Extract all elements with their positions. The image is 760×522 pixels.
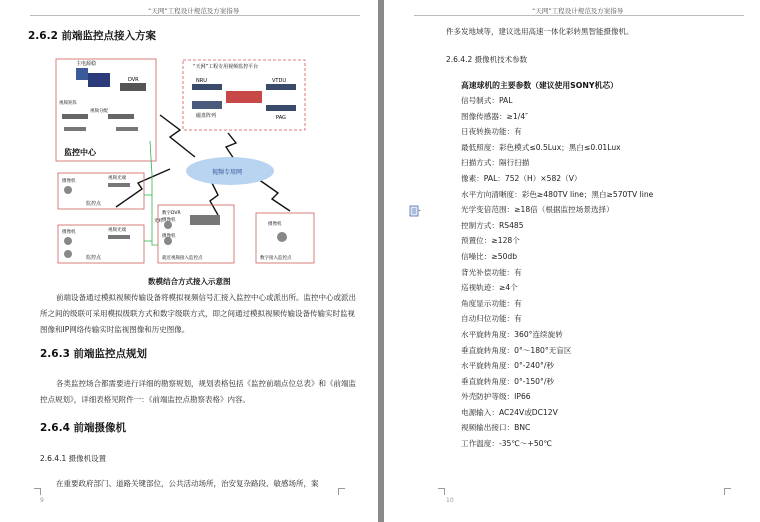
cloud-label: 视频专用网 <box>212 169 243 176</box>
near-access-label: 就近视频接入监控点 <box>162 256 203 261</box>
spec-item: 垂直旋转角度：0°-150°/秒 <box>461 376 554 386</box>
camera-label: 摄像机 <box>268 222 282 227</box>
optical-end-icon <box>108 183 130 187</box>
spec-item: 电源输入：AC24V或DC12V <box>461 407 558 417</box>
camera-label: 摄像机 <box>62 179 76 184</box>
monitor-point-label: 监控点 <box>86 255 102 261</box>
power-label: 主电源稳 <box>76 61 97 67</box>
spec-item: 光学变倍范围：≥18倍（根据监控场景选择） <box>461 205 614 215</box>
network-diagram <box>50 55 320 275</box>
switch-icon <box>226 91 262 103</box>
spec-item: 图像传感器：≥1/4″ <box>461 111 528 121</box>
spec-item: 角度显示功能：有 <box>461 298 522 308</box>
spec-item: 预置位：≥128个 <box>461 236 520 246</box>
spec-title: 高速球机的主要参数（建议使用SONY机芯） <box>461 81 618 90</box>
subsection-heading-2-6-4-2: 2.6.4.2 摄像机技术参数 <box>446 55 528 64</box>
monitoring-center-label: 监控中心 <box>64 148 96 157</box>
link-bolt <box>116 169 170 207</box>
camera-icon <box>277 232 287 242</box>
spec-list <box>461 93 653 452</box>
camera-label: 摄像机 <box>162 234 176 239</box>
optical-end-label: 视频光端 <box>108 176 126 181</box>
camera-icon <box>64 186 72 194</box>
page-header: “天网”工程设计规范及方案指导 <box>532 7 624 15</box>
section-heading-2-6-2: 2.6.2 前端监控点接入方案 <box>28 30 157 42</box>
fiber-label: 光纤 <box>154 219 163 224</box>
optical-end-icon <box>64 127 86 131</box>
spec-item: 外壳防护等级：IP66 <box>461 392 531 402</box>
nru-label: NRU <box>196 78 207 84</box>
encoder-label: 数字DVR <box>162 211 181 216</box>
matrix-label: 视频矩阵 <box>59 101 77 106</box>
spec-item: 水平方向清晰度：彩色≥480TV line；黑白≥570TV line <box>461 189 654 199</box>
page-corner-mark <box>724 488 731 495</box>
camera-icon <box>64 237 72 245</box>
link-bolt <box>210 179 218 215</box>
dvr-icon <box>120 83 146 91</box>
continuation-paragraph: 件多发地域等，建议选用高速一体化彩转黑智能摄像机。 <box>446 27 634 36</box>
section-2-6-4-paragraph: 在重要政府部门、道路关键部位，公共活动场所，治安复杂路段、敏感场所，案 <box>56 479 319 488</box>
vtdu-server-icon <box>266 84 296 90</box>
spec-item: 日夜转换功能：有 <box>461 127 522 137</box>
disk-array-icon <box>192 101 222 109</box>
spec-item: 视频输出接口：BNC <box>461 423 531 433</box>
camera-label: 摄像机 <box>62 230 76 235</box>
page-corner-mark <box>34 488 41 495</box>
fiber-line <box>150 141 158 245</box>
spec-item: 信号制式：PAL <box>461 96 513 105</box>
spec-item: 巡视轨迹：≥4个 <box>461 283 518 293</box>
optical-end-label: 视频光端 <box>108 228 126 233</box>
disk-array-label: 磁盘阵列 <box>196 113 217 119</box>
platform-title: “天网”工程专用视频监控平台 <box>193 64 259 70</box>
camera-label: 摄像机 <box>162 218 176 223</box>
page-number: 9 <box>40 497 44 504</box>
page-corner-mark <box>438 488 445 495</box>
spec-item: 水平旋转角度：360°连续旋转 <box>461 329 563 339</box>
encoder-icon <box>190 215 220 225</box>
vtdu-label: VTDU <box>272 78 286 84</box>
page-number: 10 <box>446 497 454 504</box>
header-rule <box>414 15 744 16</box>
spec-item: 水平旋转角度：0°-240°/秒 <box>461 361 554 371</box>
nru-server-icon <box>192 84 222 90</box>
monitor-point-label: 监控点 <box>86 201 102 207</box>
spec-item: 垂直旋转角度：0°～180°无盲区 <box>461 345 572 355</box>
ups-icon <box>76 68 88 80</box>
spec-item: 背光补偿功能：有 <box>461 267 522 277</box>
digital-access-label: 数字接入监控点 <box>260 256 292 261</box>
spec-item: 最低照度：彩色模式≤0.5Lux；黑白≤0.01Lux <box>461 142 621 152</box>
page-corner-mark <box>338 488 345 495</box>
spec-item: 自动归位功能：有 <box>461 314 522 324</box>
video-matrix-icon <box>88 73 110 87</box>
section-heading-2-6-3: 2.6.3 前端监控点规划 <box>40 348 148 360</box>
subsection-heading-2-6-4-1: 2.6.4.1 摄像机设置 <box>40 454 107 463</box>
rack-icon <box>62 114 88 119</box>
optical-end-icon <box>116 127 138 131</box>
header-rule <box>30 15 360 16</box>
page-header: “天网”工程设计规范及方案指导 <box>148 7 240 15</box>
diagram-caption: 数模结合方式接入示意图 <box>148 277 231 286</box>
rack-icon <box>108 114 134 119</box>
section-2-6-3-paragraph: 各类监控场合都需要进行详细的勘察规划，规划表格包括《监控前端点位总表》和《前端监控点规划》，详细表格见附件一：《前端监控点勘察表格》内容。 <box>40 379 356 404</box>
dvr-label: DVR <box>128 77 139 83</box>
section-2-6-2-paragraph: 前端设备通过模拟视频传输设备将模拟视频信号汇接入监控中心或派出所。监控中心或派出所之间的级联可采用模拟级联方式和数字级联方式，即之间通过模拟视频传输设备传输实时监视图像和IP网络传输实时监视图像和历史图像。 <box>40 293 356 334</box>
pag-server-icon <box>266 105 296 111</box>
optical-end-icon <box>108 235 130 239</box>
spec-item: 工作温度：-35℃～+50℃ <box>461 439 553 449</box>
document-icon[interactable] <box>409 205 421 217</box>
pag-label: PAG <box>276 115 286 121</box>
link-bolt <box>160 115 195 157</box>
spec-item: 控制方式：RS485 <box>461 220 524 230</box>
section-heading-2-6-4: 2.6.4 前端摄像机 <box>40 422 127 434</box>
distributor-label: 视频分配 <box>90 109 108 114</box>
link-bolt <box>258 179 290 211</box>
spec-item: 信噪比：≥50db <box>461 251 518 261</box>
link-bolt <box>226 133 236 159</box>
left-page <box>0 0 378 522</box>
spec-item: 扫描方式：隔行扫描 <box>461 158 530 168</box>
spec-item: 像素：PAL：752（H）×582（V） <box>461 173 582 183</box>
camera-icon <box>64 250 72 258</box>
right-page <box>384 0 760 522</box>
